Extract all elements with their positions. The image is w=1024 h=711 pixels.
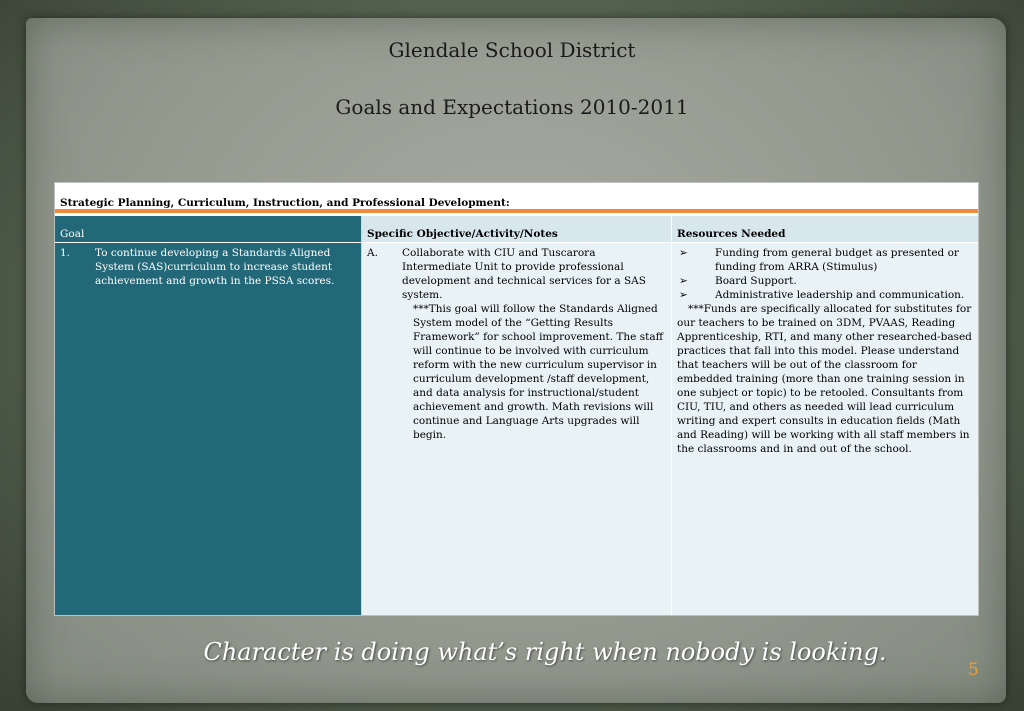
resource-item xyxy=(677,274,973,288)
goal-text: To continue developing a Standards Aligned System (SAS)curriculum to increase student achievement and growth in the PSSA scores. xyxy=(95,247,335,287)
resource-text: Funding from general budget as presented or funding from ARRA (Stimulus) xyxy=(715,247,959,273)
resources-note: ***Funds are specifically allocated for substitutes for our teachers to be trained on 3DM, PVAAS, Reading Apprenticeship, RTI, and many other researched-based practices that fall into this model. Please understand that teachers will be out of the classroom for embedded training (more than one training session in one subject or topic) to be retooled. Consultants from CIU, TIU, and others as needed will lead curriculum writing and expert consults in education fields (Math and Reading) will be working with all staff members in the classrooms and in and out of the school. xyxy=(677,303,972,455)
page-number: 5 xyxy=(968,660,979,680)
resources-column xyxy=(672,216,978,615)
objective-text: Collaborate with CIU and Tuscarora Intermediate Unit to provide professional development and technical services for a SAS system. xyxy=(402,247,646,301)
goal-column xyxy=(55,216,362,615)
resource-item xyxy=(677,246,973,274)
resource-text: Administrative leadership and communication. xyxy=(715,289,965,301)
objective-column-header: Specific Objective/Activity/Notes xyxy=(362,216,671,243)
goals-table xyxy=(54,182,979,616)
section-title: Strategic Planning, Curriculum, Instruction, and Professional Development: xyxy=(60,197,510,209)
character-quote: Character is doing what’s right when nobody is looking. xyxy=(203,638,887,666)
resources-cell xyxy=(672,243,978,459)
table-section-header xyxy=(55,183,978,213)
resource-text: Board Support. xyxy=(715,275,797,287)
district-title: Glendale School District xyxy=(388,38,636,62)
objective-item xyxy=(367,246,666,302)
objective-column xyxy=(362,216,672,615)
goal-column-header: Goal xyxy=(55,216,361,243)
goals-title: Goals and Expectations 2010-2011 xyxy=(335,95,689,119)
arrow-bullet-icon: ➢ xyxy=(679,289,688,301)
objective-note: ***This goal will follow the Standards Aligned System model of the “Getting Results Framework” for school improvement. The staff will continue to be involved with curriculum reform with the new curriculum supervisor in curriculum development /staff development, and data analysis for instructional/student achievement and growth. Math revisions will continue and Language Arts upgrades will begin. xyxy=(413,303,664,441)
goal-cell xyxy=(55,243,361,291)
objective-note-row xyxy=(367,302,666,442)
goal-item xyxy=(60,246,356,288)
resources-column-header: Resources Needed xyxy=(672,216,978,243)
arrow-bullet-icon: ➢ xyxy=(679,275,688,287)
objective-letter: A. xyxy=(367,247,378,259)
resource-item xyxy=(677,288,973,302)
goal-number: 1. xyxy=(60,247,71,259)
objective-cell xyxy=(362,243,671,445)
arrow-bullet-icon: ➢ xyxy=(679,247,688,259)
